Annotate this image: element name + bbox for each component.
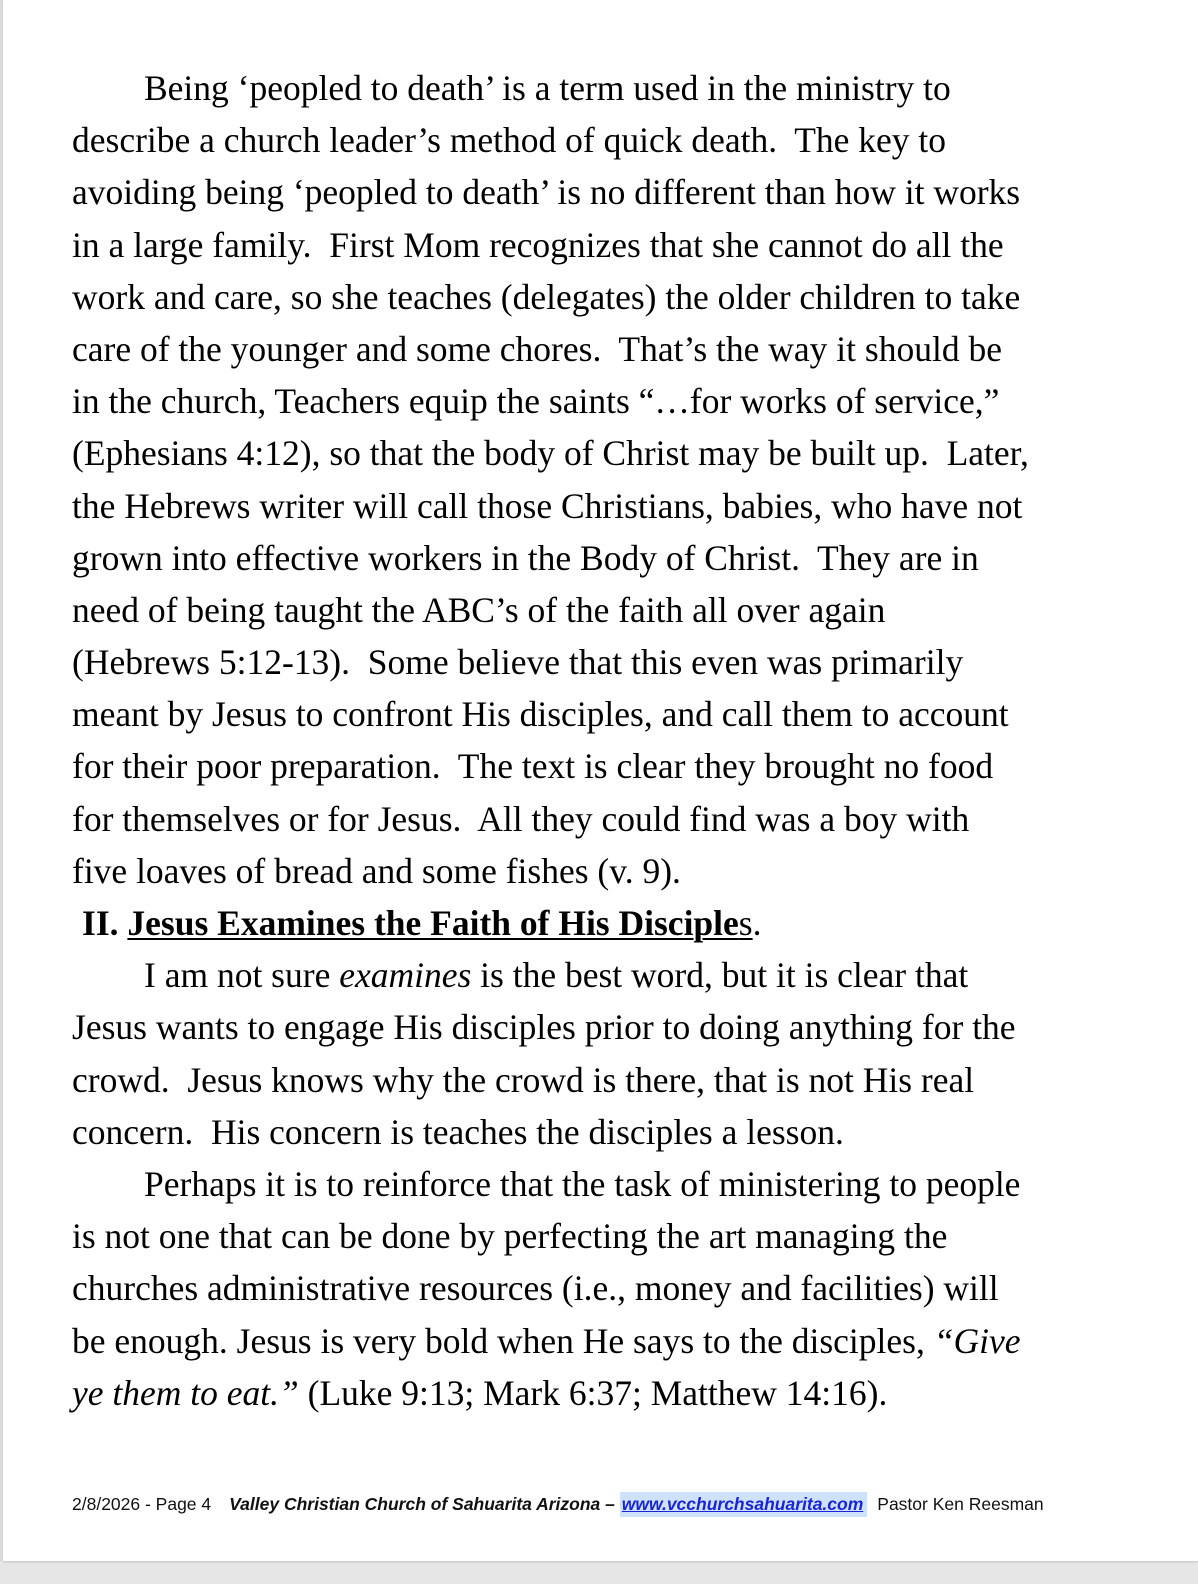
- text-line: care of the younger and some chores. That’s the way it should be: [72, 328, 1002, 369]
- heading-title-tail: [739, 903, 762, 943]
- text-line: (Hebrews 5:12-13). Some believe that this even was primarily: [72, 642, 964, 683]
- text-line: [72, 949, 1162, 1001]
- quote-text: “Give: [933, 1320, 1021, 1361]
- heading-numeral: II.: [82, 903, 119, 943]
- text-line: work and care, so she teaches (delegates) the older children to take: [72, 276, 1021, 317]
- text-line: is not one that can be done by perfecting the art managing the: [72, 1216, 948, 1257]
- section-heading: [72, 897, 1162, 949]
- document-body: [72, 62, 1162, 1419]
- footer-date-page: 2/8/2026 - Page 4: [72, 1494, 212, 1514]
- text-line: Jesus wants to engage His disciples prior to doing anything for the: [72, 1007, 1016, 1048]
- heading-tail-letter: s: [738, 903, 753, 943]
- quote-text: ye them to eat.”: [72, 1372, 299, 1413]
- text-line: in a large family. First Mom recognizes that she cannot do all the: [72, 224, 1004, 265]
- text-line: for their poor preparation. The text is clear they brought no food: [72, 746, 994, 787]
- text-line: Perhaps it is to reinforce that the task of ministering to people: [144, 1163, 1021, 1204]
- text-line: Being ‘peopled to death’ is a term used in the ministry to: [144, 68, 951, 108]
- text-line: (Ephesians 4:12), so that the body of Christ may be built up. Later,: [72, 433, 1029, 474]
- text-line: churches administrative resources (i.e., money and facilities) will: [72, 1268, 999, 1309]
- text-line: for themselves or for Jesus. All they could find was a boy with: [72, 798, 970, 839]
- page-footer: [72, 1494, 1044, 1515]
- paragraph-delegation: [72, 62, 1162, 897]
- scripture-references: (Luke 9:13; Mark 6:37; Matthew 14:16).: [298, 1372, 888, 1413]
- text-line: meant by Jesus to confront His disciples, and call them to account: [72, 694, 1009, 735]
- footer-church-name: Valley Christian Church of Sahuarita Arizona –: [229, 1494, 615, 1514]
- text-line: concern. His concern is teaches the disciples a lesson.: [72, 1111, 844, 1152]
- text-run: be enough. Jesus is very bold when He says to the disciples,: [72, 1320, 934, 1361]
- text-line: [72, 1315, 1162, 1367]
- text-line: in the church, Teachers equip the saints “…for works of service,”: [72, 381, 1000, 422]
- footer-website-link[interactable]: www.vcchurchsahuarita.com: [620, 1492, 868, 1517]
- text-line: grown into effective workers in the Body of Christ. They are in: [72, 537, 979, 578]
- text-run: is the best word, but it is clear that: [471, 955, 969, 996]
- text-run: I am not sure: [144, 955, 340, 996]
- text-line: describe a church leader’s method of quick death. The key to: [72, 120, 947, 161]
- paragraph-examines: [72, 949, 1162, 1158]
- heading-period: .: [752, 903, 762, 943]
- paragraph-reinforce: [72, 1158, 1162, 1419]
- heading-title: Jesus Examines the Faith of His Disciple: [127, 903, 739, 943]
- text-line: the Hebrews writer will call those Christians, babies, who have not: [72, 485, 1023, 526]
- emphasis-text: examines: [339, 955, 472, 996]
- text-line: five loaves of bread and some fishes (v. 9).: [72, 850, 681, 891]
- text-line: need of being taught the ABC’s of the faith all over again: [72, 589, 886, 630]
- text-line: avoiding being ‘peopled to death’ is no different than how it works: [72, 172, 1021, 213]
- text-line: [72, 1367, 1162, 1419]
- footer-pastor: Pastor Ken Reesman: [877, 1494, 1044, 1514]
- text-line: crowd. Jesus knows why the crowd is there, that is not His real: [72, 1059, 975, 1100]
